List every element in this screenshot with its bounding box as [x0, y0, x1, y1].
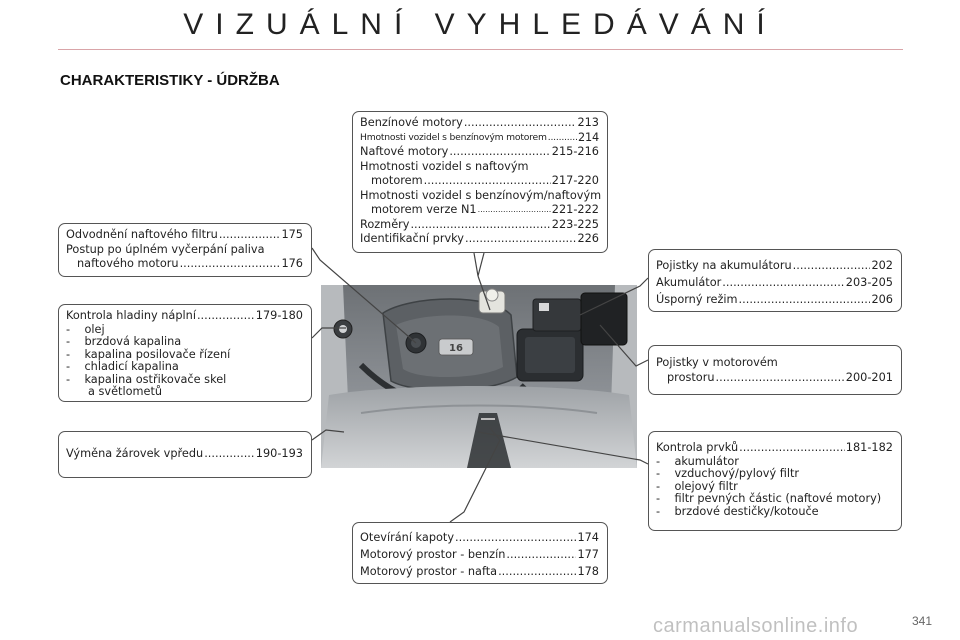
list-item-continuation: a světlometů [88, 385, 163, 398]
index-row[interactable]: Kontrola hladiny náplní ..... 179-180 [66, 309, 303, 324]
index-row[interactable]: Pojistky na akumulátoru ..... 202 [656, 257, 893, 274]
index-row[interactable]: Rozměry ..... 223-225 [360, 218, 599, 233]
index-row[interactable]: motorem ..... 217-220 [360, 174, 599, 189]
engine-badge: 16 [449, 343, 463, 354]
callout-bulbs [58, 431, 312, 478]
list-item: - filtr pevných částic (naftové motory) [656, 492, 882, 505]
list-item: - olejový filtr [656, 479, 738, 493]
list-item: - kapalina posilovače řízení [66, 347, 231, 361]
list-item: - olej [66, 322, 105, 336]
list-item: - kapalina ostřikovače skel [66, 372, 227, 386]
index-row-line: Hmotnosti vozidel s naftovým [360, 159, 529, 173]
page-title: VIZUÁLNÍ VYHLEDÁVÁNÍ [183, 8, 777, 41]
page-number: 341 [912, 614, 933, 628]
index-row-line: Postup po úplném vyčerpání paliva [66, 242, 265, 256]
index-row[interactable]: Výměna žárovek vpředu ..... 190-193 [66, 447, 303, 462]
list-item: - vzduchový/pylový filtr [656, 467, 800, 480]
index-row[interactable]: Motorový prostor - benzín ..... 177 [360, 546, 599, 563]
callout-diesel-filter [58, 223, 312, 277]
index-row-line: Pojistky v motorovém [656, 356, 778, 369]
index-row[interactable]: Motorový prostor - nafta ..... 178 [360, 563, 599, 580]
watermark: carmanualsonline.info [653, 615, 859, 637]
list-item: - brzdové destičky/kotouče [656, 504, 819, 518]
callout-technical-data [352, 111, 608, 253]
index-row[interactable]: Naftové motory ..... 215-216 [360, 145, 599, 160]
callout-bonnet [352, 522, 608, 584]
callout-checks [648, 431, 902, 531]
section-heading: CHARAKTERISTIKY - ÚDRŽBA [60, 72, 280, 89]
index-row[interactable]: motorem verze N1 ..... 221-222 [360, 203, 599, 218]
list-item: - brzdová kapalina [66, 335, 182, 348]
index-row[interactable]: Benzínové motory ..... 213 [360, 116, 599, 131]
index-row[interactable]: Identifikační prvky ..... 226 [360, 232, 599, 247]
index-row[interactable]: Otevírání kapoty ..... 174 [360, 529, 599, 546]
index-row[interactable]: Hmotnosti vozidel s benzínovým motorem ..... 214 [360, 131, 599, 146]
index-row[interactable]: naftového motoru ..... 176 [66, 257, 303, 272]
index-row-line: Hmotnosti vozidel s benzínovým/naftovým [360, 188, 602, 202]
list-item: - akumulátor [656, 454, 739, 468]
callout-battery [648, 249, 902, 312]
list-item: - chladicí kapalina [66, 360, 179, 373]
index-row[interactable]: prostoru ..... 200-201 [656, 371, 893, 386]
index-row[interactable]: Akumulátor ..... 203-205 [656, 274, 893, 291]
index-row[interactable]: Odvodnění naftového filtru ..... 175 [66, 228, 303, 243]
callout-fluid-levels [58, 304, 312, 402]
callout-engine-fuses [648, 345, 902, 395]
index-row[interactable]: Kontrola prvků ..... 181-182 [656, 441, 893, 456]
index-row[interactable]: Úsporný režim ..... 206 [656, 291, 893, 308]
